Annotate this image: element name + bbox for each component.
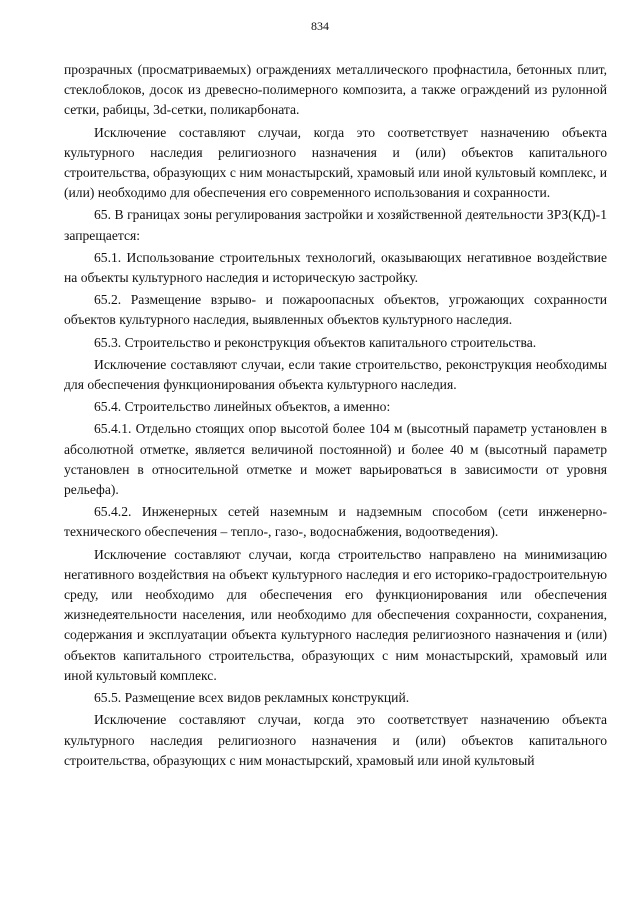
paragraph-65-3: 65.3. Строительство и реконструкция объектов капитального строительства.	[94, 334, 537, 350]
paragraph-65-4-1: 65.4.1. Отдельно стоящих опор высотой более 104 м (высотный параметр установлен в абсолютной отметке, является величиной постоянной) и более 40 м (высотный параметр установлен в относительной отметке и может варьироваться в зависимости от уровня рельефа).	[64, 421, 607, 498]
paragraph-65-4-2: 65.4.2. Инженерных сетей наземным и надземным способом (сети инженерно-технического обеспечения – тепло-, газо-, водоснабжения, водоотведения).	[64, 504, 607, 540]
paragraph-65-4: 65.4. Строительство линейных объектов, а именно:	[94, 399, 391, 415]
paragraph-65: 65. В границах зоны регулирования застройки и хозяйственной деятельности ЗРЗ(КД)-1 запрещается:	[64, 207, 607, 243]
paragraph-65-5: 65.5. Размещение всех видов рекламных конструкций.	[94, 690, 410, 706]
paragraph-exception-1: Исключение составляют случаи, когда это соответствует назначению объекта культурного наследия религиозного назначения и (или) объектов капитального строительства, образующих с ним монастырский, храмовый или иной культовый комплекс, и (или) необходимо для обеспечения его современного использования и сохранности.	[64, 124, 607, 201]
paragraph-continuation: прозрачных (просматриваемых) ограждениях металлического профнастила, бетонных плит, стеклоблоков, досок из древесно-полимерного композита, а также ограждений из рулонной сетки, рабицы, 3d-сетки, поликарбоната.	[64, 62, 607, 118]
paragraph-exception-2: Исключение составляют случаи, если такие строительство, реконструкция необходимы для обеспечения функционирования объекта культурного наследия.	[64, 356, 607, 393]
paragraph-65-2: 65.2. Размещение взрыво- и пожароопасных объектов, угрожающих сохранности объектов культурного наследия, выявленных объектов культурного наследия.	[64, 292, 607, 328]
paragraph-exception-4: Исключение составляют случаи, когда это соответствует назначению объекта культурного наследия религиозного назначения и (или) объектов капитального строительства, образующих с ним монастырский, храмовый или иной культовый	[64, 712, 607, 768]
paragraph-65-1: 65.1. Использование строительных технологий, оказывающих негативное воздействие на объекты культурного наследия и историческую застройку.	[64, 249, 607, 286]
page-number: 834	[311, 19, 329, 33]
document-body	[64, 60, 607, 771]
paragraph-exception-3: Исключение составляют случаи, когда строительство направлено на минимизацию негативного воздействия на объект культурного наследия и его историко-градостроительную среду, или необходимо для обеспечения его функционирования или обеспечения жизнедеятельности населения, или необходимо для обеспечения сохранности, сохранения, содержания и эксплуатации объекта культурного наследия религиозного назначения и (или) объектов капитального строительства, образующих с ним монастырский, храмовый или иной культовый комплекс.	[64, 546, 607, 683]
